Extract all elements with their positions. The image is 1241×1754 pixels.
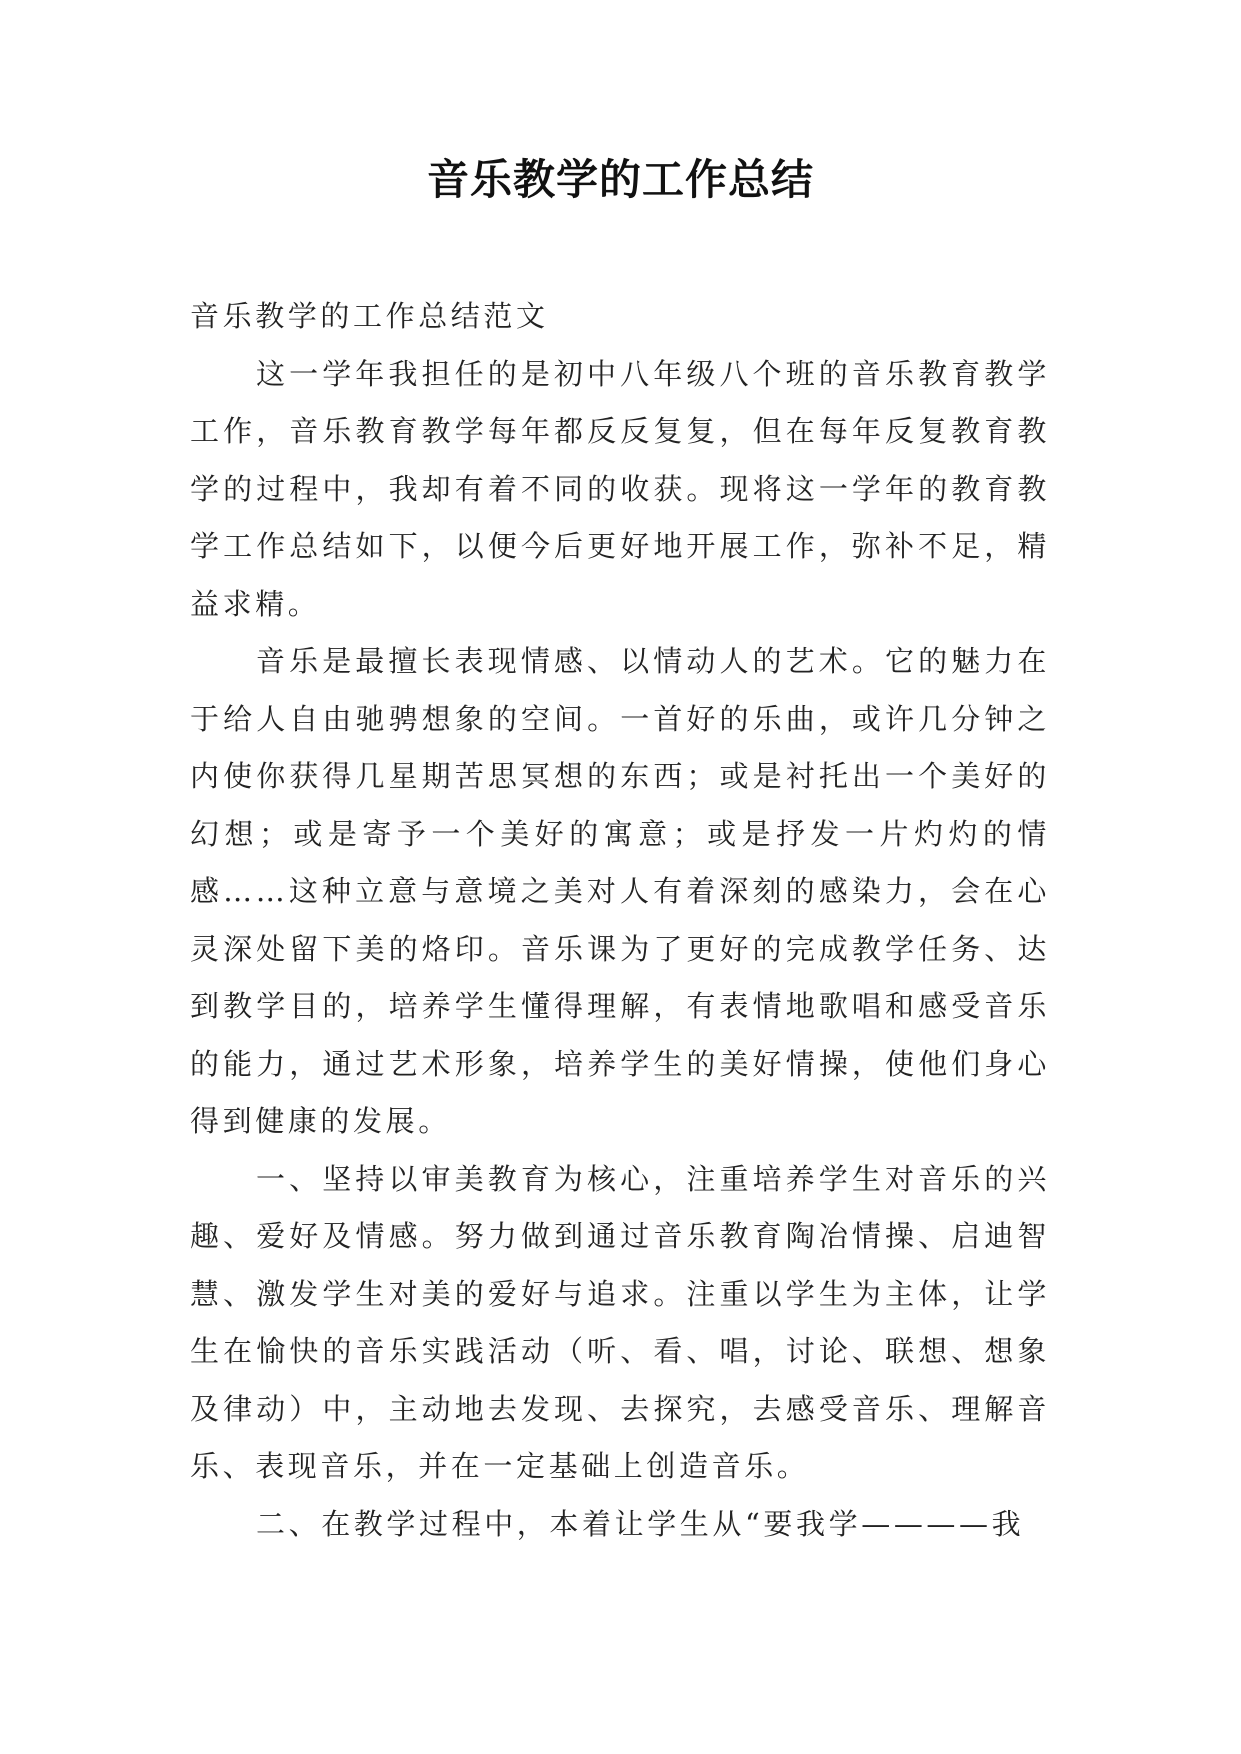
paragraph-intro: 这一学年我担任的是初中八年级八个班的音乐教育教学工作，音乐教育教学每年都反反复复，但在每年反复教育教学的过程中，我却有着不同的收获。现将这一学年的教育教学工作总结如下，以便今后更好地开展工作，弥补不足，精益求精。	[190, 356, 1050, 621]
paragraph-music-art: 音乐是最擅长表现情感、以情动人的艺术。它的魅力在于给人自由驰骋想象的空间。一首好的乐曲，或许几分钟之内使你获得几星期苦思冥想的东西；或是衬托出一个美好的幻想；或是寄予一个美好的寓意；或是抒发一片灼灼的情感……这种立意与意境之美对人有着深刻的感染力，会在心灵深处留下美的烙印。音乐课为了更好的完成教学任务、达到教学目的，培养学生懂得理解，有表情地歌唱和感受音乐的能力，通过艺术形象，培养学生的美好情操，使他们身心得到健康的发展。	[190, 644, 1050, 1138]
paragraph-point-two: 二、在教学过程中，本着让学生从“要我学————我	[256, 1506, 1025, 1541]
document-title: 音乐教学的工作总结	[426, 155, 814, 204]
paragraph-point-one: 一、坚持以审美教育为核心，注重培养学生对音乐的兴趣、爱好及情感。努力做到通过音乐教育陶冶情操、启迪智慧、激发学生对美的爱好与追求。注重以学生为主体，让学生在愉快的音乐实践活动（听、看、唱，讨论、联想、想象及律动）中，主动地去发现、去探究，去感受音乐、理解音乐、表现音乐，并在一定基础上创造音乐。	[190, 1161, 1050, 1483]
document-subtitle: 音乐教学的工作总结范文	[190, 299, 549, 333]
document-body	[190, 288, 1050, 1553]
